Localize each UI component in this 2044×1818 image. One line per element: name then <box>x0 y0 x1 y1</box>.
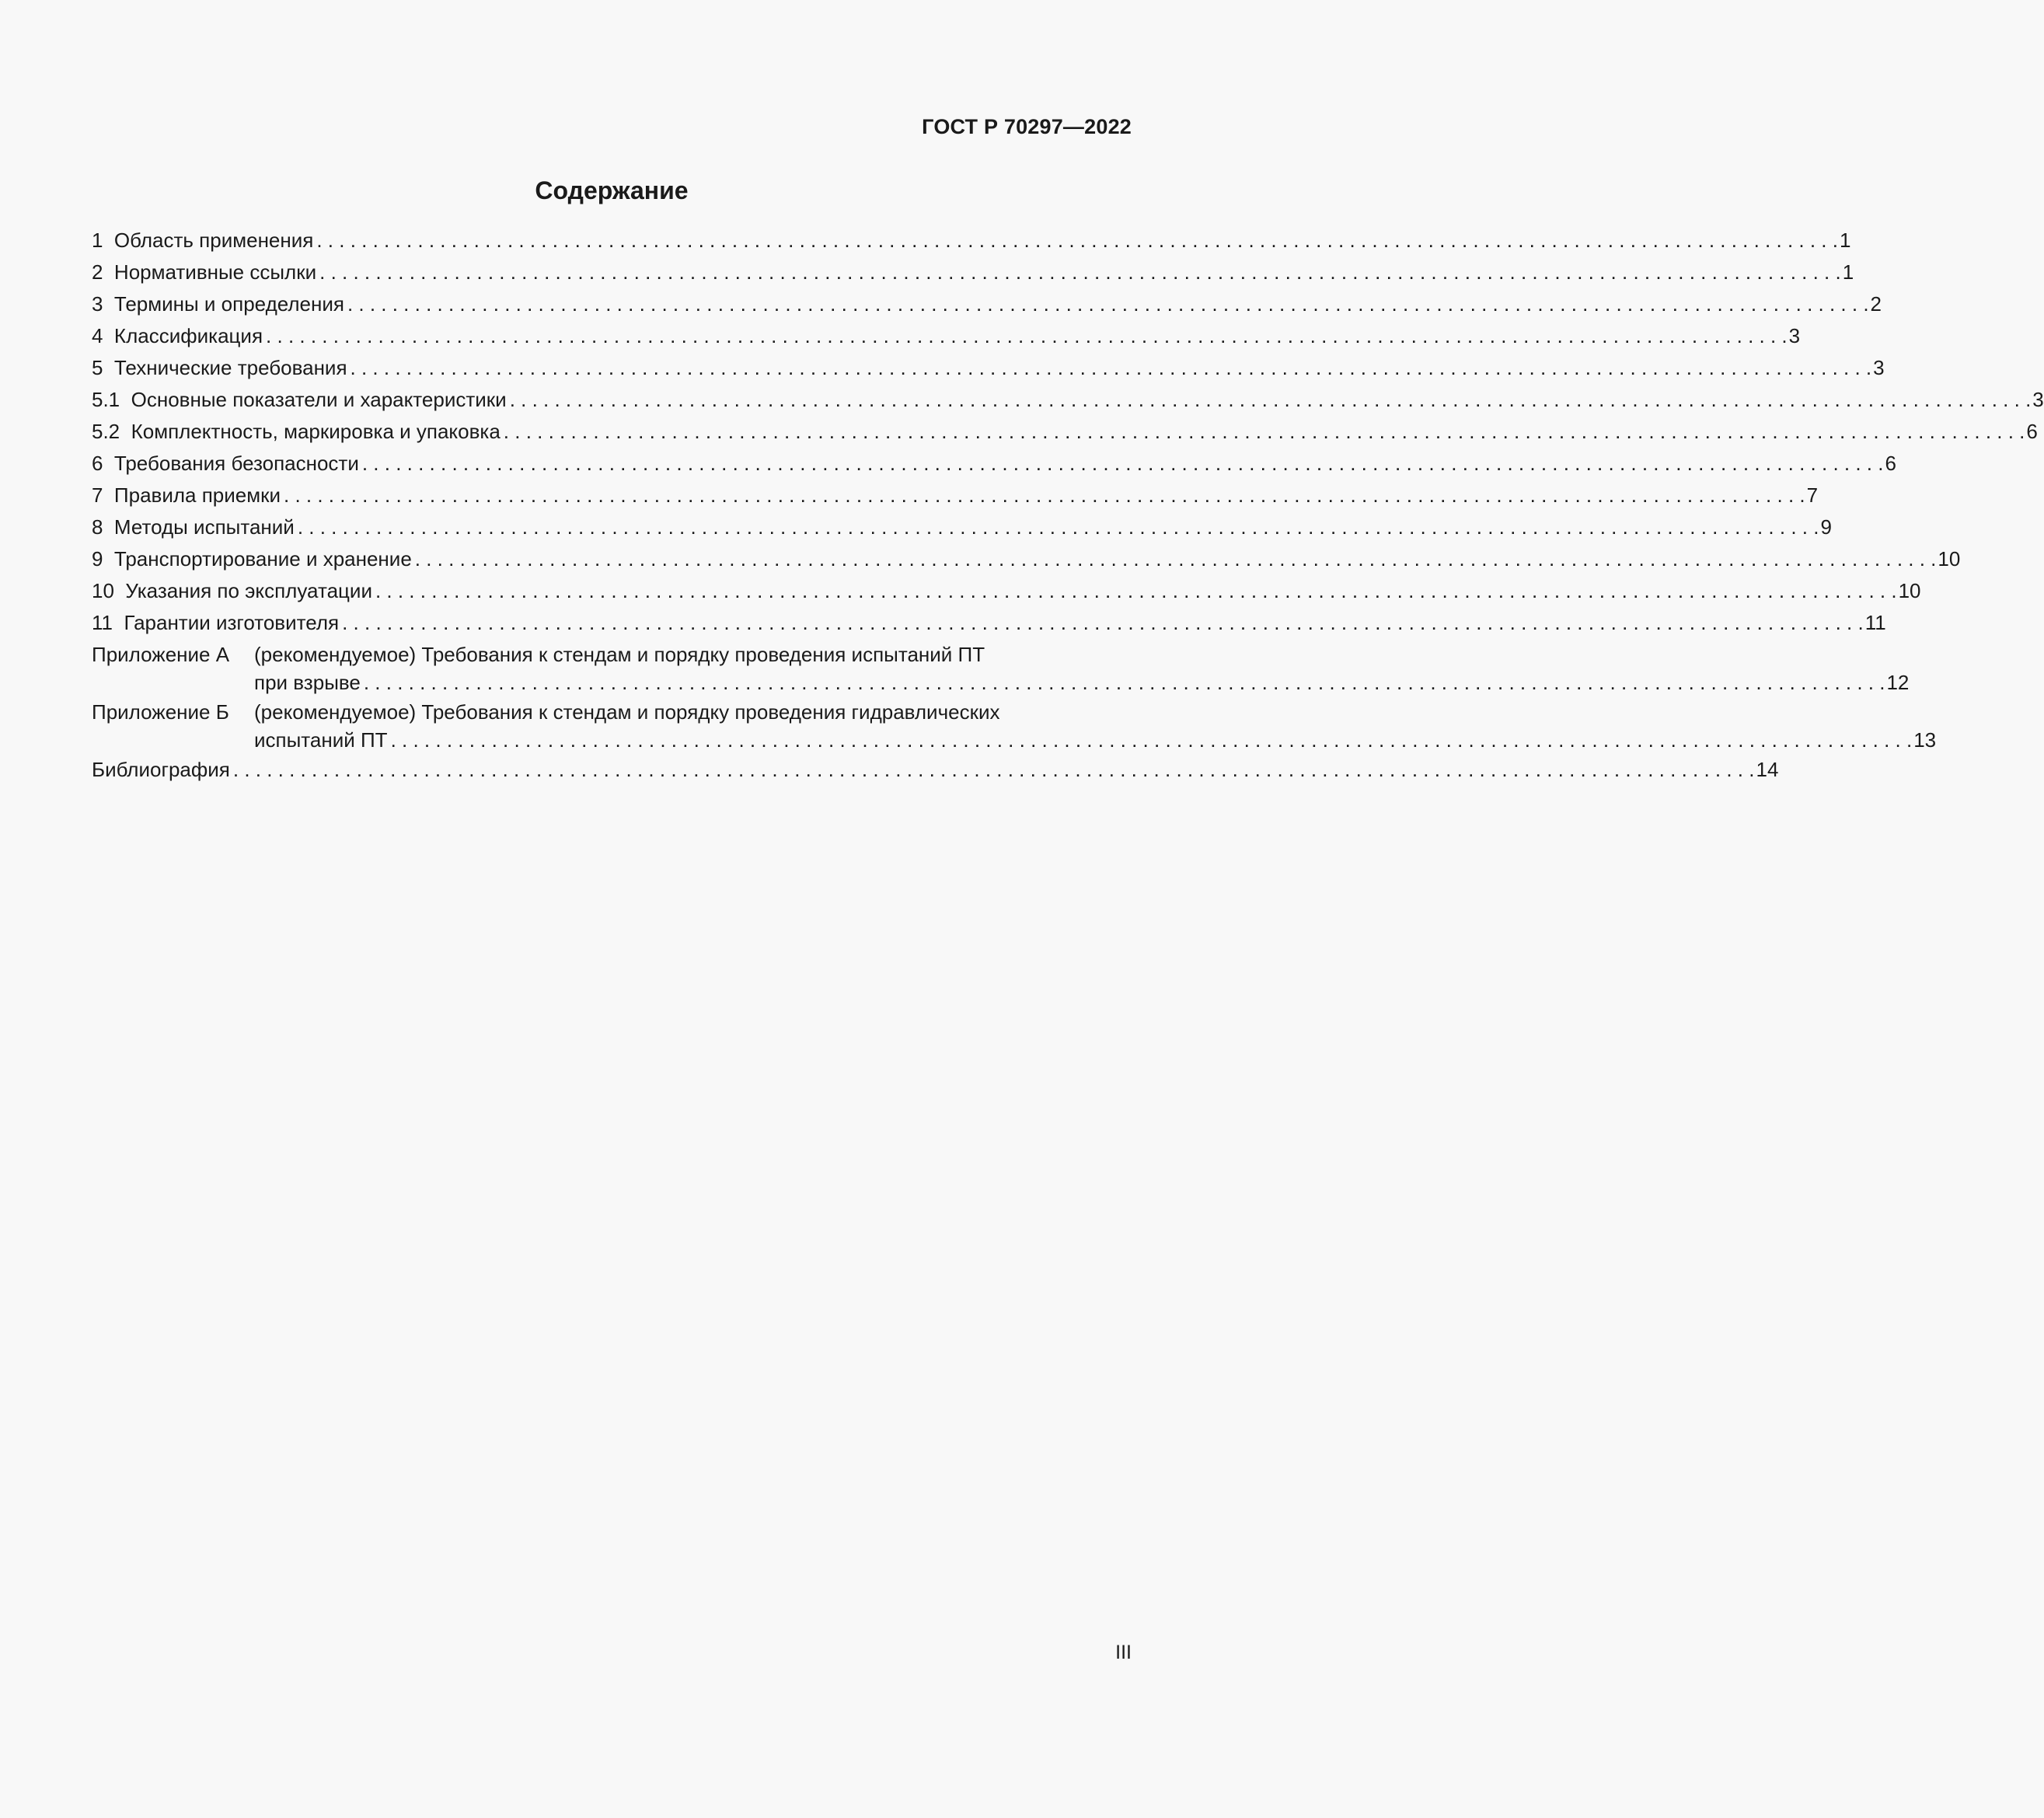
toc-leader-dots <box>347 290 1869 318</box>
toc-entry-2[interactable] <box>92 258 1854 290</box>
toc-entry-number: 3 <box>92 292 103 316</box>
toc-entry-label: Комплектность, маркировка и упаковка <box>131 420 501 443</box>
toc-entry-3[interactable] <box>92 290 1882 322</box>
toc-appendix-a[interactable] <box>92 640 1910 698</box>
toc-leader-dots <box>391 726 1913 754</box>
toc-leader-dots <box>504 417 2025 445</box>
toc-entry-number: 9 <box>92 547 103 571</box>
toc-entry-label: Требования безопасности <box>113 452 359 475</box>
toc-entry-label: Нормативные ссылки <box>113 260 317 284</box>
toc-entry-page: 10 <box>1938 547 1961 571</box>
toc-entry-page: 3 <box>2032 388 2044 411</box>
toc-appendix-b[interactable] <box>92 698 1937 755</box>
toc-leader-dots <box>510 386 2032 413</box>
toc-entry-page: 14 <box>1756 758 1779 781</box>
toc-entry-label: Термины и определения <box>113 292 344 316</box>
toc-entry-label: Библиография <box>92 758 230 781</box>
toc-entry-4[interactable] <box>92 322 1801 354</box>
toc-leader-dots <box>362 449 1884 477</box>
toc-entry-label: Гарантии изготовителя <box>124 611 340 634</box>
toc-leader-dots <box>342 609 1864 637</box>
toc-entry-label: Методы испытаний <box>113 515 295 539</box>
toc-entry-page: 3 <box>1788 324 1801 347</box>
toc-entry-label: Классификация <box>113 324 263 347</box>
appendix-title-continued: при взрыве <box>254 671 361 694</box>
toc-entry-number: 6 <box>92 452 103 475</box>
toc-entry-8[interactable] <box>92 513 1832 545</box>
toc-leader-dots <box>375 577 1897 605</box>
toc-entry-1[interactable] <box>92 226 1851 258</box>
appendix-title: (рекомендуемое) Требования к стендам и порядку проведения испытаний ПТ <box>254 643 985 666</box>
toc-entry-page: 1 <box>1842 260 1854 284</box>
toc-entry-5[interactable] <box>92 354 1885 386</box>
toc-leader-dots <box>284 481 1805 509</box>
toc-entry-number: 5 <box>92 356 103 379</box>
toc-entry-label: Правила приемки <box>113 483 281 507</box>
toc-leader-dots <box>316 226 1838 254</box>
toc-entry-5-2[interactable] <box>92 417 2038 449</box>
toc-entry-11[interactable] <box>92 609 1886 640</box>
toc-leader-dots <box>266 322 1788 350</box>
appendix-label: Приложение Б <box>92 700 229 724</box>
appendix-label: Приложение А <box>92 643 230 666</box>
toc-entry-page: 1 <box>1839 229 1851 252</box>
toc-leader-dots <box>298 513 1819 541</box>
toc-entry-page: 2 <box>1870 292 1882 316</box>
appendix-title-continued: испытаний ПТ <box>254 728 388 752</box>
toc-entry-number: 10 <box>92 579 114 602</box>
toc-title: Содержание <box>535 176 689 204</box>
toc-entry-page: 11 <box>1864 611 1886 634</box>
toc-entry-label: Указания по эксплуатации <box>125 579 372 602</box>
toc-entry-6[interactable] <box>92 449 1896 481</box>
toc-entry-page: 10 <box>1898 579 1921 602</box>
toc-entry-10[interactable] <box>92 577 1921 609</box>
toc-leader-dots <box>351 354 1872 382</box>
document-code: ГОСТ Р 70297—2022 <box>922 115 1132 138</box>
toc-leader-dots <box>415 545 1937 573</box>
toc-leader-dots <box>233 755 1755 783</box>
toc-entry-label: Область применения <box>113 229 314 252</box>
toc-entry-page: 6 <box>2026 420 2038 443</box>
toc-leader-dots <box>319 258 1841 286</box>
appendix-title: (рекомендуемое) Требования к стендам и порядку проведения гидравлических <box>254 700 1000 724</box>
toc-entry-7[interactable] <box>92 481 1819 513</box>
toc-entry-page: 3 <box>1873 356 1885 379</box>
toc-entry-page: 7 <box>1806 483 1819 507</box>
toc-entry-9[interactable] <box>92 545 1961 577</box>
toc-entry-5-1[interactable] <box>92 386 2044 417</box>
toc-entry-number: 5.2 <box>92 420 120 443</box>
toc-entry-number: 8 <box>92 515 103 539</box>
toc-leader-dots <box>364 668 1885 696</box>
toc-entry-label: Транспортирование и хранение <box>113 547 412 571</box>
toc-entry-label: Основные показатели и характеристики <box>131 388 507 411</box>
toc-entry-number: 4 <box>92 324 103 347</box>
toc-entry-number: 11 <box>92 611 113 634</box>
toc-entry-page: 13 <box>1913 728 1937 752</box>
toc-entry-page: 6 <box>1885 452 1896 475</box>
table-of-contents <box>92 226 2044 787</box>
page-number: III <box>1115 1642 1132 1663</box>
toc-entry-number: 2 <box>92 260 103 284</box>
toc-entry-page: 9 <box>1820 515 1832 539</box>
toc-entry-label: Технические требования <box>113 356 347 379</box>
toc-entry-page: 12 <box>1886 671 1910 694</box>
toc-entry-number: 1 <box>92 229 103 252</box>
toc-entry-bibliography[interactable] <box>92 755 1779 787</box>
toc-entry-number: 5.1 <box>92 388 120 411</box>
toc-entry-number: 7 <box>92 483 103 507</box>
